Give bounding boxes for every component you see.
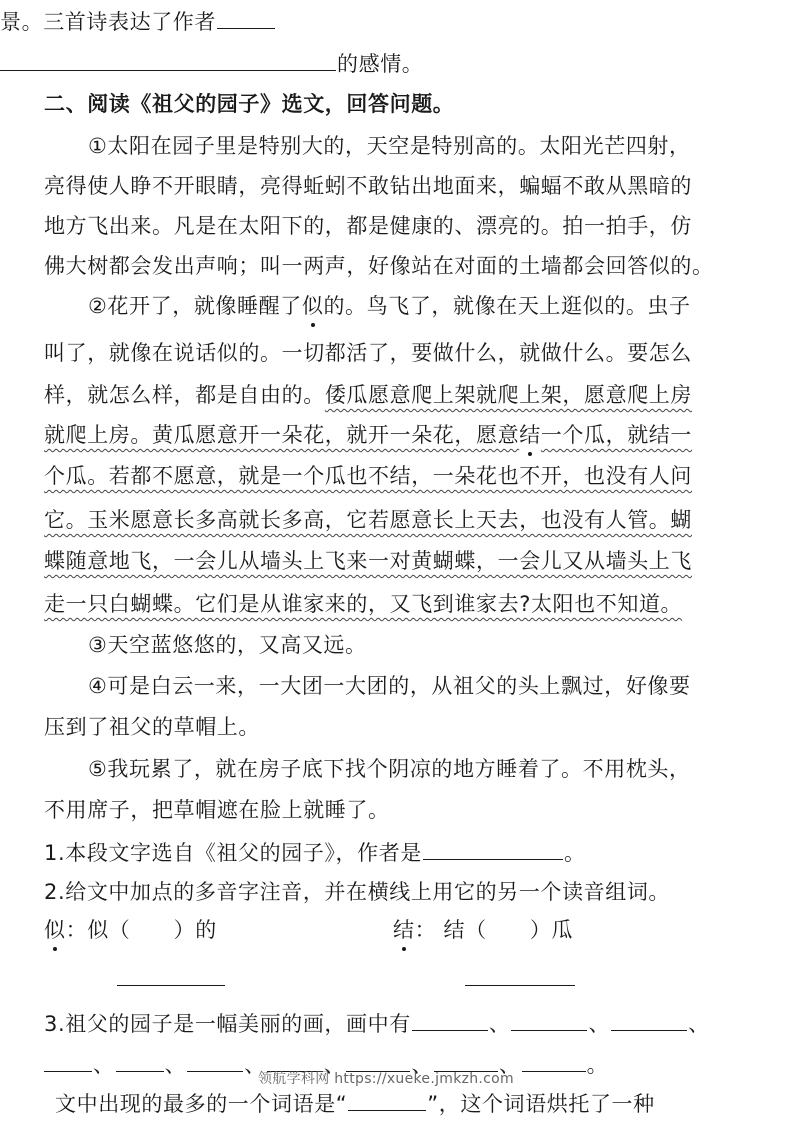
passage-p2-line [88, 291, 691, 321]
watermark: 领航学科网 https://xueke.jmkzh.com [258, 1071, 514, 1087]
separator: 、 [244, 1053, 266, 1077]
separator: 、 [323, 1053, 346, 1077]
answer-blank[interactable] [511, 1008, 587, 1031]
text-span: ②花开了，就像睡醒了 [88, 294, 302, 318]
text-span: ”，这个词语烘托了一种 [427, 1092, 655, 1116]
passage-p2-line: 叫了，就像在说话似的。一切都活了，要做什么，就做什么。要怎么 [44, 341, 692, 365]
separator: 、 [588, 1012, 611, 1036]
prev-question-suffix: 的感情。 [337, 52, 424, 76]
prev-question-text: 景。三首诗表达了作者 [0, 10, 216, 34]
answer-blank[interactable] [187, 1049, 243, 1072]
passage-p1-line: ①太阳在园子里是特别大的，天空是特别高的。太阳光芒四射， [88, 134, 691, 158]
question-2-si [44, 915, 217, 945]
dotted-char-si: 似 [44, 915, 66, 945]
text-span: ： 结（ ）瓜 [414, 918, 574, 942]
separator: 、 [488, 1012, 511, 1036]
passage-p1-line: 佛大树都会发出声响；叫一两声，好像站在对面的土墙都会回答似的。 [44, 254, 714, 278]
passage-p2-line: 它。玉米愿意长多高就长多高，它若愿意长上天去，也没有人管。蝴 [44, 508, 692, 532]
dotted-char-jie: 结 [519, 420, 541, 450]
question-1-text: 1.本段文字选自《祖父的园子》，作者是 [44, 841, 422, 865]
section-heading: 二、阅读《祖父的园子》选文，回答问题。 [44, 92, 455, 116]
most-frequent-word-blank[interactable] [348, 1088, 426, 1111]
wavy-underlined-text: 倭瓜愿意爬上架就爬上架，愿意爬上房 [324, 383, 693, 407]
question-3-text: 3.祖父的园子是一幅美丽的画，画中有 [44, 1012, 411, 1036]
passage-p2-line: 走一只白蝴蝶。它们是从谁家来的，又飞到谁家去?太阳也不知道。 [44, 592, 683, 616]
question-3 [44, 1008, 710, 1039]
answer-blank[interactable] [217, 6, 275, 29]
text-span: 一个瓜，就结一 [540, 423, 693, 447]
passage-p4-line: 压到了祖父的草帽上。 [44, 715, 260, 739]
answer-blank[interactable] [44, 1049, 92, 1072]
question-1 [44, 837, 586, 868]
prev-question-line-1 [0, 6, 276, 37]
jie-word-blank[interactable] [465, 985, 575, 986]
passage-p1-line: 地方飞出来。凡是在太阳下的，都是健康的、漂亮的。拍一拍手，仿 [44, 214, 692, 238]
passage-p5-line: 不用席子，把草帽遮在脸上就睡了。 [44, 798, 390, 822]
separator: 、 [93, 1053, 115, 1077]
separator: 。 [586, 1053, 609, 1077]
text-span: 文中出现的最多的一个词语是“ [55, 1092, 348, 1116]
prev-question-line-2 [0, 48, 423, 79]
question-2-jie [393, 915, 573, 945]
separator: 、 [411, 1053, 434, 1077]
passage-p5-line: ⑤我玩累了，就在房子底下找个阴凉的地方睡着了。不用枕头， [88, 757, 691, 781]
answer-blank[interactable] [522, 1049, 586, 1072]
answer-blank[interactable] [116, 1049, 164, 1072]
text-span: 样，就怎么样，都是自由的。 [44, 383, 325, 407]
separator: 、 [164, 1053, 187, 1077]
dotted-char-si: 似 [302, 291, 324, 321]
answer-blank[interactable] [611, 1008, 687, 1031]
passage-p2-line [44, 420, 692, 450]
passage-p2-line: 个瓜。若都不愿意，就是一个瓜也不结，一朵花也不开，也没有人问 [44, 464, 692, 488]
text-span: 就爬上房。黄瓜愿意开一朵花，就开一朵花，愿意 [44, 423, 520, 447]
si-word-blank[interactable] [117, 985, 225, 986]
text-span: ：似（ ）的 [65, 918, 217, 942]
text-span: 。 [563, 841, 586, 865]
passage-p2-line [44, 380, 692, 410]
author-answer-blank[interactable] [423, 837, 563, 860]
question-3-line-3 [55, 1088, 655, 1119]
answer-blank[interactable] [0, 48, 336, 71]
dotted-char-jie: 结 [393, 915, 415, 945]
passage-p1-line: 亮得使人睁不开眼睛，亮得蚯蚓不敢钻出地面来，蝙蝠不敢从黑暗的 [44, 174, 692, 198]
passage-p2-line: 蝶随意地飞，一会儿从墙头上飞来一对黄蝴蝶，一会儿又从墙头上飞 [44, 549, 692, 573]
separator: 、 [688, 1012, 710, 1036]
passage-p4-line: ④可是白云一来，一大团一大团的，从祖父的头上飘过，好像要 [88, 674, 691, 698]
question-2: 2.给文中加点的多音字注音，并在横线上用它的另一个读音组词。 [44, 880, 671, 904]
separator: 、 [499, 1053, 521, 1077]
answer-blank[interactable] [412, 1008, 488, 1031]
text-span: 的。鸟飞了，就像在天上逛似的。虫子 [323, 294, 691, 318]
passage-p3: ③天空蓝悠悠的，又高又远。 [88, 633, 367, 657]
